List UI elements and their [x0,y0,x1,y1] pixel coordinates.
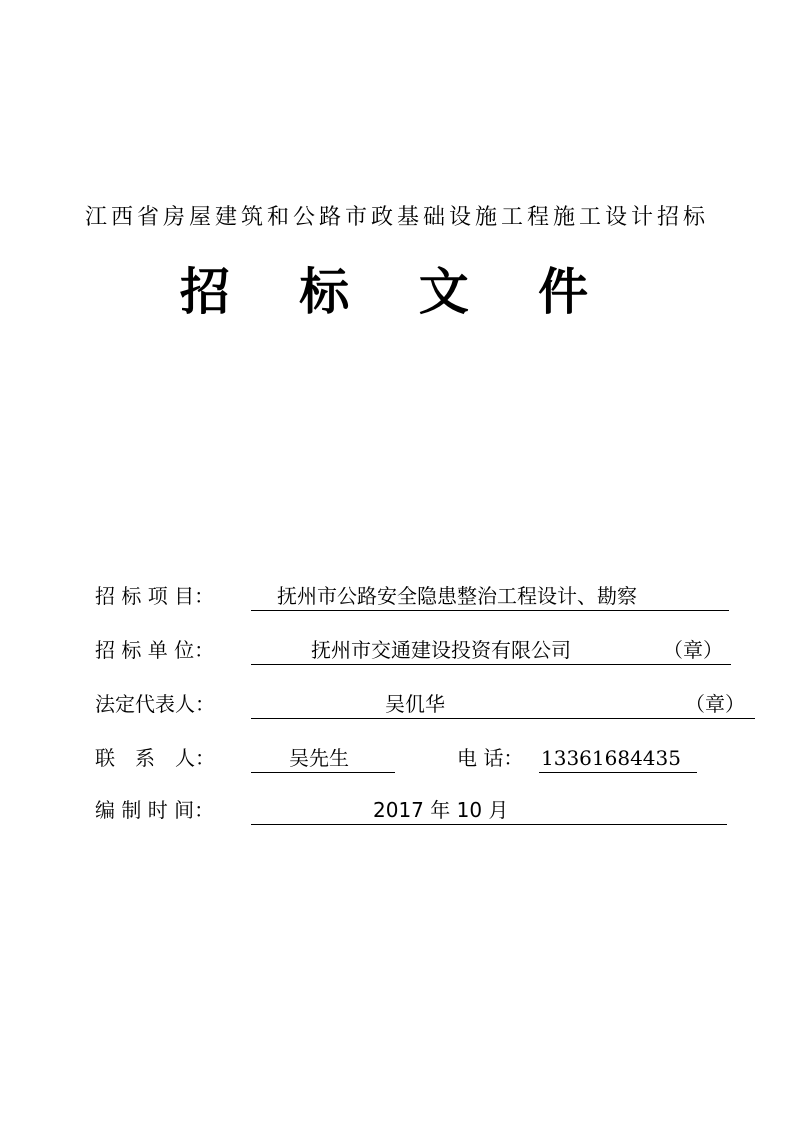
date-label: 编 制 时 间： [95,798,215,822]
legal-rep-row [95,690,775,718]
legal-rep-field-line [251,690,755,719]
phone-label: 电 话： [457,746,524,770]
phone-value: 13361684435 [541,746,681,770]
unit-row [95,636,775,664]
project-row [95,582,775,610]
document-subtitle: 江西省房屋建筑和公路市政基础设施工程施工设计招标 [84,205,709,230]
document-title: 招 标 文 件 [179,263,615,321]
legal-rep-value: 吴仉华 [385,692,445,716]
date-row [95,796,775,824]
unit-label: 招 标 单 位： [95,638,215,662]
contact-label: 联 系 人： [95,746,215,770]
contact-value: 吴先生 [289,746,349,770]
unit-value: 抚州市交通建设投资有限公司 [311,638,571,662]
unit-seal: （章） [663,638,723,662]
date-value: 2017 年 10 月 [373,798,509,822]
contact-row [95,744,775,772]
project-value: 抚州市公路安全隐患整治工程设计、勘察 [277,584,637,608]
project-label: 招 标 项 目： [95,584,215,608]
legal-rep-seal: （章） [685,692,745,716]
legal-rep-label: 法定代表人： [95,692,215,716]
